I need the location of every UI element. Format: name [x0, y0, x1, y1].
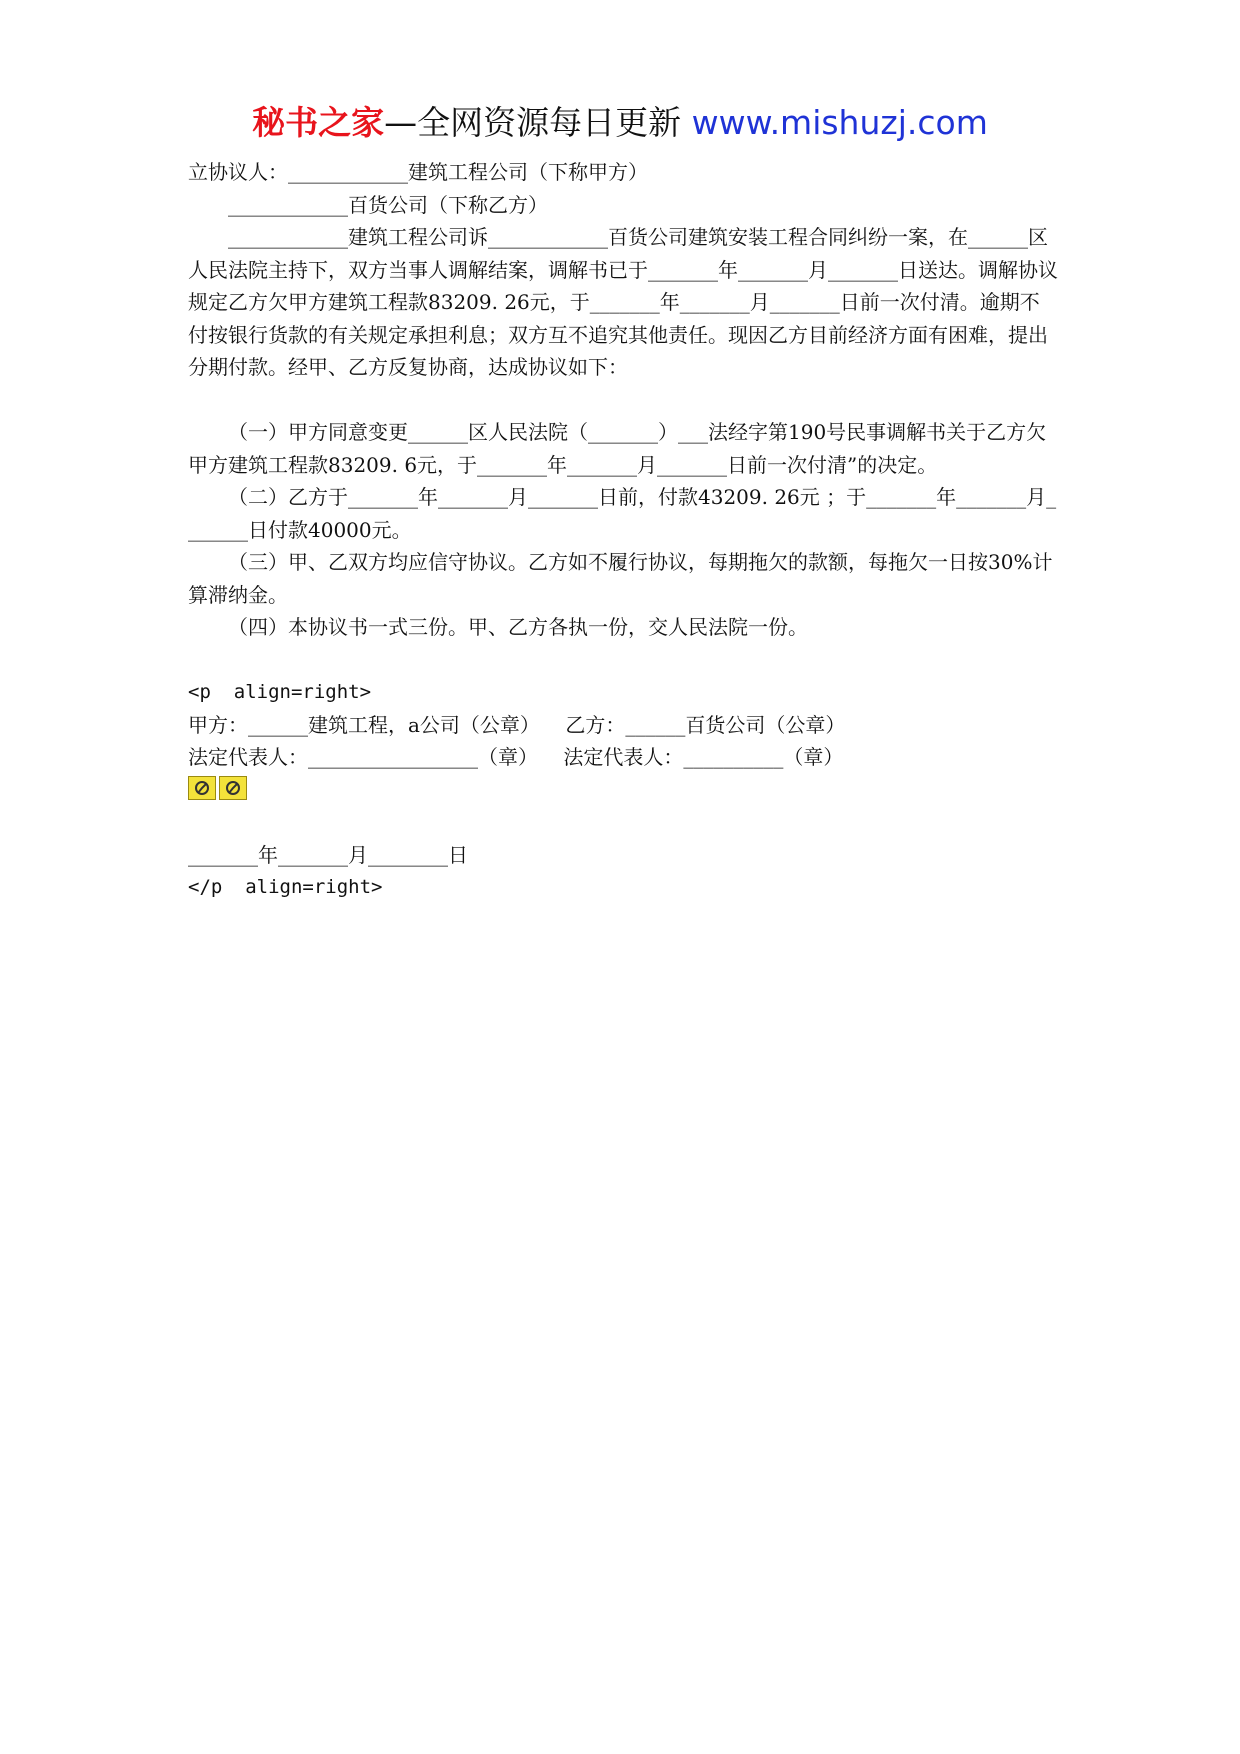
agreement-document: [188, 156, 1058, 904]
site-url[interactable]: www.mishuzj.com: [691, 103, 988, 142]
date-line: _______年_______月________日: [188, 842, 468, 867]
spacer: [188, 806, 1058, 839]
raw-tag-close: </p align=right>: [188, 876, 383, 898]
ok-hand-icon: [219, 776, 247, 800]
clause-2: （二）乙方于_______年_______月_______日前，付款43209. 26元 ；于_______年_______月_______日付款40000元。: [188, 485, 1057, 542]
spacer: [188, 384, 1058, 417]
clause-4: （四）本协议书一式三份。甲、乙方各执一份，交人民法院一份。: [228, 615, 808, 639]
clause-3: （三）甲、乙双方均应信守协议。乙方如不履行协议，每期拖欠的款额，每拖欠一日按30%计算滞纳金。: [188, 550, 1053, 607]
ok-hand-icon: [188, 776, 216, 800]
signature-rep-line: 法定代表人：_________________（章） 法定代表人：__________（章）: [188, 745, 844, 769]
parties-line-a: 立协议人：____________建筑工程公司（下称甲方）: [188, 160, 648, 184]
emoticon-row: [188, 776, 250, 800]
parties-line-b: ____________百货公司（下称乙方）: [228, 192, 548, 217]
brand-name: 秘书之家: [252, 103, 385, 142]
site-header: [0, 100, 1240, 146]
clause-1: （一）甲方同意变更______区人民法院（_______）___法经字第190号民事调解书关于乙方欠甲方建筑工程款83209. 6元，于_______年_______月_______日前一次付清”的决定。: [188, 420, 1047, 477]
spacer: [188, 644, 1058, 677]
signature-party-line: 甲方：______建筑工程，a公司（公章） 乙方：______百货公司（公章）: [188, 712, 846, 737]
header-slogan: —全网资源每日更新: [384, 103, 682, 142]
raw-tag-open: <p align=right>: [188, 681, 372, 703]
intro-paragraph: ____________建筑工程公司诉____________百货公司建筑安装工程合同纠纷一案，在______区人民法院主持下，双方当事人调解结案，调解书已于_______年_______月_______日送达。调解协议规定乙方欠甲方建筑工程款83209. 26元，于_______年_______月_______日前一次付清。逾期不付按银行货款的有关规定承担利息；双方互不追究其他责任。现因乙方目前经济方面有困难，提出分期付款。经甲、乙方反复协商，达成协议如下：: [188, 225, 1058, 379]
